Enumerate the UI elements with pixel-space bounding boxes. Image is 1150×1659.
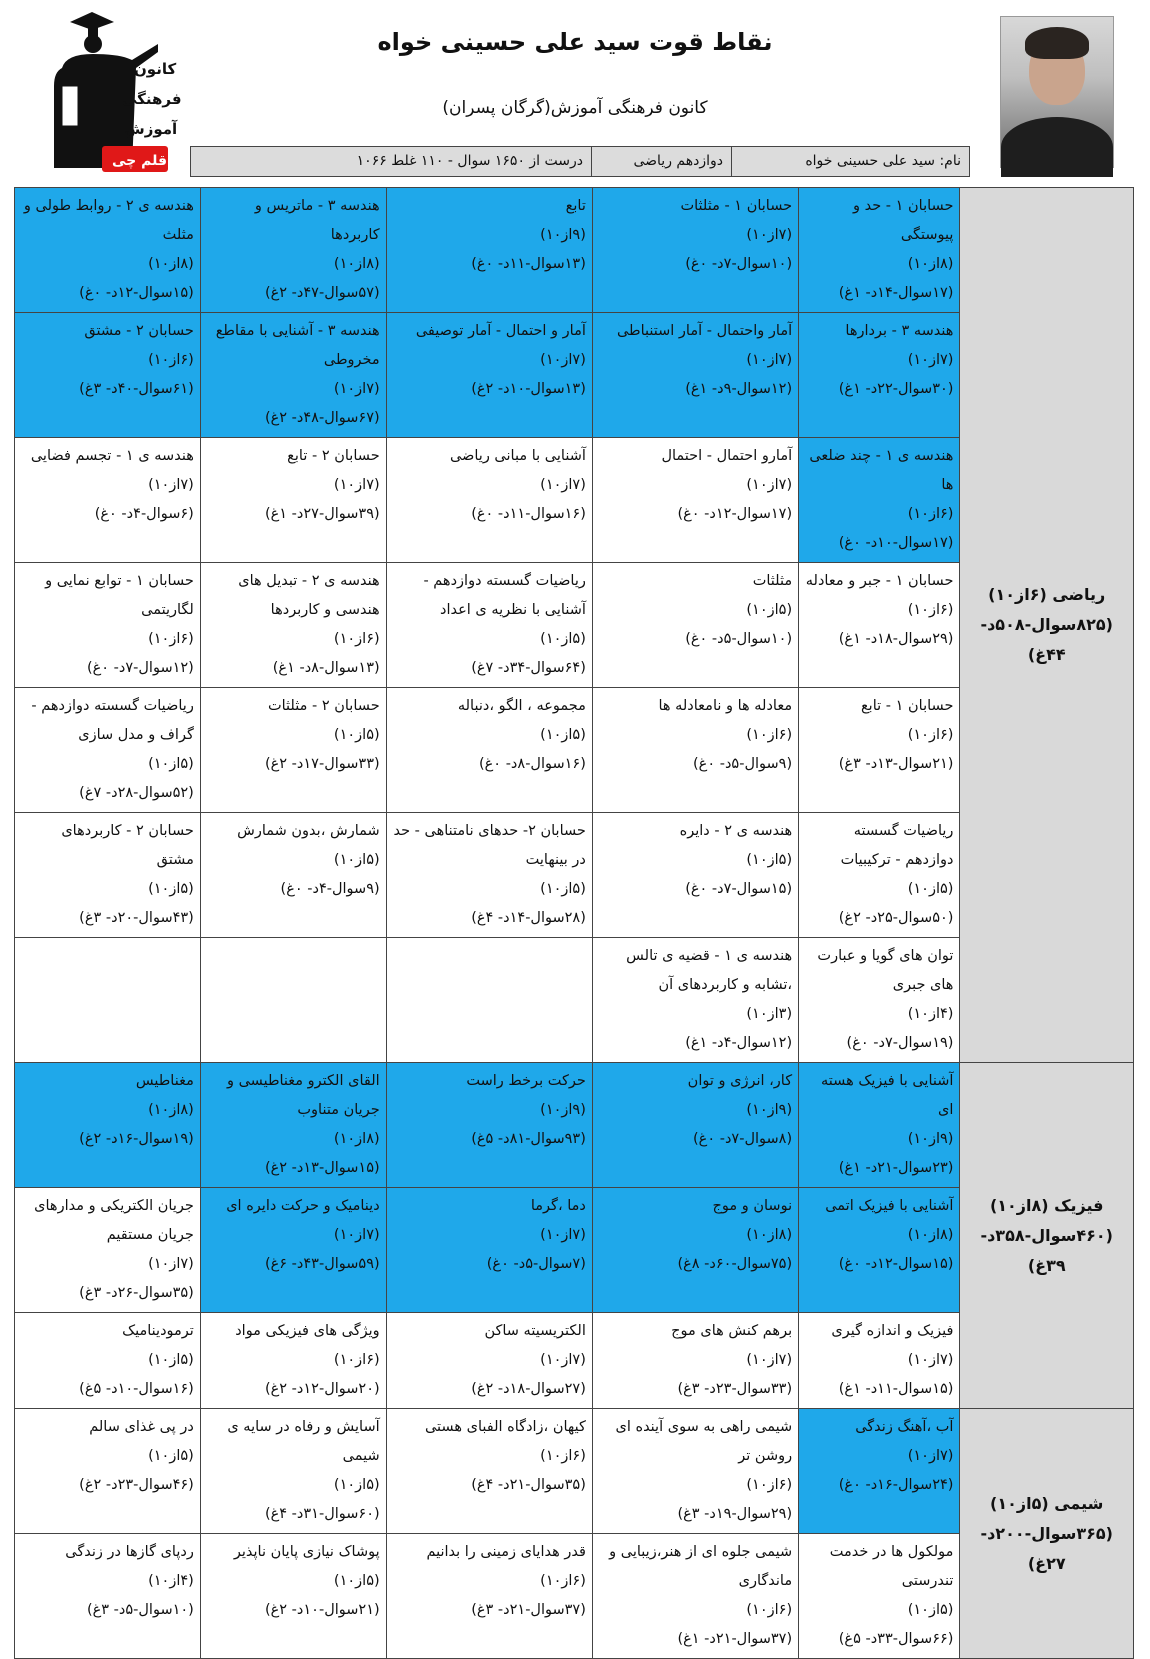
topic-stats: (۶۱سوال-۴۰د- ۳غ) [79,381,194,397]
topic-score: (۷از۱۰) [746,477,793,493]
topic-score: (۸از۱۰) [907,1227,954,1243]
topic-cell [200,563,386,688]
topic-score: (۵از۱۰) [746,852,793,868]
topic-stats: (۸سوال-۷د- ۰غ) [693,1131,793,1147]
topic-stats: (۲۸سوال-۱۴د- ۴غ) [471,910,586,926]
topic-cell [799,1063,960,1188]
topic-stats: (۱۲سوال-۷د- ۰غ) [86,660,194,676]
topic-cell [200,1409,386,1534]
topic-stats: (۲۱سوال-۱۳د- ۳غ) [838,756,954,772]
topic-cell [386,1313,592,1409]
topic-name: تابع [565,198,586,214]
topic-score: (۶از۱۰) [333,631,380,647]
topic-stats: (۳۳سوال-۲۳د- ۳غ) [677,1381,793,1397]
topic-name: دما ،گرما [530,1198,586,1214]
topic-cell [799,688,960,813]
topic-stats: (۶سوال-۴د- ۰غ) [94,506,194,522]
topic-stats: (۱۹سوال-۷د- ۰غ) [846,1035,954,1051]
topic-name: شیمی راهی به سوی آینده ای روشن تر [615,1419,793,1464]
topic-cell [200,813,386,938]
topic-name: دینامیک و حرکت دایره ای [226,1198,380,1214]
topic-score: (۴از۱۰) [907,1006,954,1022]
topic-row [15,188,1134,313]
topic-cell [15,1313,201,1409]
topic-cell [200,313,386,438]
topic-score: (۷از۱۰) [907,352,954,368]
topic-cell [386,563,592,688]
topic-score: (۵از۱۰) [540,727,586,743]
topic-cell [592,1409,798,1534]
topic-score: (۵از۱۰) [907,1602,954,1618]
topic-cell [15,688,201,813]
topic-cell [15,313,201,438]
topic-name: آسایش و رفاه در سایه ی شیمی [227,1419,380,1464]
topic-cell [799,1409,960,1534]
topic-score: (۸از۱۰) [333,256,380,272]
topic-name: هندسه ۳ - آشنایی با مقاطع مخروطی [215,323,380,368]
topic-score: (۷از۱۰) [540,477,586,493]
topic-score: (۷از۱۰) [746,352,793,368]
topic-score: (۵از۱۰) [746,602,793,618]
topic-stats: (۵۰سوال-۲۵د- ۲غ) [838,910,954,926]
svg-text:فرهنگی: فرهنگی [122,90,182,108]
report-title: نقاط قوت سید علی حسینی خواه [377,28,773,56]
topic-cell [592,938,798,1063]
topic-stats: (۲۴سوال-۱۶د- ۰غ) [838,1477,954,1493]
topic-stats: (۲۱سوال-۱۰د- ۲غ) [264,1602,380,1618]
topic-name: حسابان ۲ - کاربردهای مشتق [61,823,194,868]
topic-stats: (۱۷سوال-۱۰د- ۰غ) [838,535,954,551]
topic-cell [592,1313,798,1409]
topic-name: کار، انرژی و توان [687,1073,793,1089]
topic-cell [799,1188,960,1313]
topic-score: (۵از۱۰) [333,1573,380,1589]
topic-name: حسابان ۱ - جبر و معادله [805,573,954,589]
topic-score: (۵از۱۰) [907,881,954,897]
topic-stats: (۷۵سوال-۶۰د- ۸غ) [677,1256,793,1272]
topic-name: حسابان ۱ - مثلثات [680,198,793,214]
topic-stats: (۱۳سوال-۸د- ۱غ) [272,660,380,676]
topic-score: (۵از۱۰) [333,1477,380,1493]
topic-name: در پی غذای سالم [89,1419,194,1435]
topic-stats: (۱۶سوال-۱۰د- ۵غ) [79,1381,194,1397]
topic-stats: (۶۰سوال-۳۱د- ۴غ) [264,1506,380,1522]
topic-cell [386,313,592,438]
topic-name: حسابان ۱ - تابع [860,698,954,714]
topic-name: ترمودینامیک [122,1323,194,1339]
topic-name: مغناطیس [135,1073,194,1089]
topic-stats: (۱۳سوال-۱۱د- ۰غ) [471,256,586,272]
topic-cell [200,1063,386,1188]
topic-cell [386,813,592,938]
topic-stats: (۱۷سوال-۱۴د- ۱غ) [838,285,954,301]
topic-name: ریاضیات گسسته دوازدهم - گراف و مدل سازی [31,698,194,743]
topic-name: ریاضیات گسسته دوازدهم - آشنایی با نظریه ی اعداد [423,573,586,618]
topic-name: حسابان ۱ - توابع نمایی و لگاریتمی [45,573,194,618]
topic-name: هندسه ی ۱ - تجسم فضایی [30,448,194,464]
topic-score: (۵از۱۰) [540,881,586,897]
topic-cell [386,1409,592,1534]
topic-score: (۶از۱۰) [746,1477,793,1493]
topic-name: هندسه ۳ - ماتریس و کاربردها [254,198,380,243]
strengths-table [14,187,1134,1659]
topic-stats: (۹سوال-۵د- ۰غ) [693,756,793,772]
topic-cell [15,813,201,938]
student-grade: دوازدهم ریاضی [591,147,731,176]
topic-row [15,1409,1134,1534]
topic-stats: (۳۵سوال-۲۶د- ۳غ) [79,1285,194,1301]
topic-cell [15,1063,201,1188]
topic-stats: (۷سوال-۵د- ۰غ) [486,1256,586,1272]
svg-text:آموزش: آموزش [124,120,178,138]
topic-score: (۶از۱۰) [907,727,954,743]
topic-stats: (۵۲سوال-۲۸د- ۷غ) [79,785,194,801]
topic-name: حسابان ۲- حدهای نامتناهی - حد در بینهایت [393,823,586,868]
topic-cell [200,1188,386,1313]
topic-cell [15,1534,201,1659]
topic-cell [799,813,960,938]
topic-score: (۵از۱۰) [148,1352,194,1368]
topic-name: کیهان ،زادگاه الفبای هستی [424,1419,586,1435]
topic-score: (۹از۱۰) [540,227,586,243]
topic-name: شمارش ،بدون شمارش [237,823,380,839]
topic-cell [200,938,386,1063]
school-name: کانون فرهنگی آموزش(گرگان پسران) [442,98,708,118]
topic-stats: (۱۵سوال-۷د- ۰غ) [685,881,793,897]
topic-name: حرکت برخط راست [466,1073,586,1089]
topic-cell [15,938,201,1063]
topic-name: آمار و احتمال - آمار توصیفی [415,323,586,339]
topic-cell [386,938,592,1063]
topic-score: (۶از۱۰) [333,1352,380,1368]
topic-stats: (۳۹سوال-۲۷د- ۱غ) [264,506,380,522]
topic-name: القای الکترو مغناطیسی و جریان متناوب [226,1073,380,1118]
topic-cell [386,1188,592,1313]
topic-score: (۶از۱۰) [907,602,954,618]
topic-score: (۶از۱۰) [746,1602,793,1618]
topic-score: (۳از۱۰) [746,1006,793,1022]
topic-score: (۷از۱۰) [746,227,793,243]
topic-score: (۶از۱۰) [746,727,793,743]
topic-score: (۵از۱۰) [540,631,586,647]
topic-name: پوشاک نیازی پایان ناپذیر [233,1544,380,1560]
topic-score: (۹از۱۰) [907,1131,954,1147]
topic-stats: (۴۳سوال-۲۰د- ۳غ) [79,910,194,926]
topic-name: ردپای گازها در زندگی [65,1544,194,1560]
topic-name: حسابان ۲ - مشتق [84,323,194,339]
topic-stats: (۱۵سوال-۱۲د- ۰غ) [79,285,194,301]
topic-cell [386,188,592,313]
student-info-bar [190,146,970,177]
topic-stats: (۵۷سوال-۴۷د- ۲غ) [264,285,380,301]
topic-cell [386,688,592,813]
topic-stats: (۳۵سوال-۲۱د- ۴غ) [471,1477,586,1493]
subject-cell: شیمی (۵از۱۰) (۳۶۵سوال-۲۰۰د- ۲۷غ) [960,1409,1134,1659]
topic-stats: (۲۳سوال-۲۱د- ۱غ) [838,1160,954,1176]
topic-score: (۷از۱۰) [907,1352,954,1368]
topic-stats: (۱۲سوال-۹د- ۱غ) [685,381,793,397]
topic-score: (۷از۱۰) [540,1352,586,1368]
topic-cell [200,438,386,563]
topic-name: شیمی جلوه ای از هنر،زیبایی و ماندگاری [609,1544,793,1589]
topic-cell [15,438,201,563]
topic-cell [15,1409,201,1534]
topic-cell [200,188,386,313]
topic-name: مولکول ها در خدمت تندرستی [829,1544,954,1589]
student-photo [1000,16,1114,168]
topic-score: (۹از۱۰) [746,1102,793,1118]
topic-stats: (۱۰سوال-۷د- ۰غ) [685,256,793,272]
svg-text:کانون: کانون [134,60,177,78]
topic-cell [799,1534,960,1659]
kanoon-logo [40,8,182,176]
topic-name: هندسه ی ۲ - روابط طولی و مثلث [23,198,194,243]
topic-cell [386,1534,592,1659]
topic-score: (۷از۱۰) [333,381,380,397]
topic-score: (۸از۱۰) [148,1102,194,1118]
topic-name: مثلثات [752,573,793,589]
topic-score: (۷از۱۰) [148,477,194,493]
topic-stats: (۹سوال-۴د- ۰غ) [280,881,380,897]
topic-row [15,1063,1134,1188]
topic-score: (۷از۱۰) [148,1256,194,1272]
subject-cell: فیزیک (۸از۱۰) (۴۶۰سوال-۳۵۸د- ۳۹غ) [960,1063,1134,1409]
topic-score: (۹از۱۰) [540,1102,586,1118]
topic-cell [15,563,201,688]
topic-score: (۸از۱۰) [907,256,954,272]
topic-cell [592,188,798,313]
topic-name: معادله ها و نامعادله ها [658,698,793,714]
topic-name: فیزیک و اندازه گیری [831,1323,954,1339]
topic-stats: (۲۹سوال-۱۹د- ۳غ) [677,1506,793,1522]
topic-cell [592,563,798,688]
topic-name: توان های گویا و عبارت های جبری [817,948,954,993]
topic-cell [386,438,592,563]
topic-cell [15,1188,201,1313]
topic-score: (۵از۱۰) [148,881,194,897]
topic-cell [386,1063,592,1188]
topic-cell [592,688,798,813]
topic-stats: (۱۹سوال-۱۶د- ۲غ) [79,1131,194,1147]
topic-stats: (۳۷سوال-۲۱د- ۱غ) [677,1631,793,1647]
topic-cell [592,1188,798,1313]
topic-score: (۷از۱۰) [540,352,586,368]
topic-cell [799,313,960,438]
topic-stats: (۶۷سوال-۴۸د- ۲غ) [264,410,380,426]
svg-text:قلم چی: قلم چی [112,153,167,169]
topic-stats: (۱۶سوال-۱۱د- ۰غ) [471,506,586,522]
topic-cell [592,1063,798,1188]
topic-stats: (۲۷سوال-۱۸د- ۲غ) [471,1381,586,1397]
topic-cell [200,688,386,813]
topic-stats: (۱۲سوال-۴د- ۱غ) [685,1035,793,1051]
topic-cell [200,1534,386,1659]
topic-name: هندسه ی ۲ - تبدیل های هندسی و کاربردها [238,573,380,618]
topic-score: (۵از۱۰) [148,756,194,772]
student-name: نام: سید علی حسینی خواه [731,147,969,176]
topic-score: (۶از۱۰) [907,506,954,522]
topic-name: آشنایی با فیزیک اتمی [825,1198,954,1214]
topic-stats: (۱۳سوال-۱۰د- ۲غ) [471,381,586,397]
topic-name: حسابان ۱ - حد و پیوستگی [852,198,954,243]
topic-stats: (۱۰سوال-۵د- ۳غ) [86,1602,194,1618]
topic-name: آمار واحتمال - آمار استنباطی [616,323,793,339]
topic-name: آشنایی با مبانی ریاضی [449,448,586,464]
topic-score: (۶از۱۰) [540,1573,586,1589]
topic-score: (۷از۱۰) [333,477,380,493]
topic-score: (۶از۱۰) [148,631,194,647]
topic-score: (۸از۱۰) [746,1227,793,1243]
topic-stats: (۱۵سوال-۱۱د- ۱غ) [838,1381,954,1397]
topic-name: هندسه ۳ - بردارها [845,323,954,339]
topic-cell [799,1313,960,1409]
score-summary: ۱۰۶۶ درست از ۱۶۵۰ سوال - ۱۱۰ غلط [356,153,583,169]
topic-cell [799,563,960,688]
topic-name: حسابان ۲ - مثلثات [267,698,380,714]
topic-score: (۶از۱۰) [540,1448,586,1464]
topic-name: هندسه ی ۲ - دایره [679,823,793,839]
topic-name: آشنایی با فیزیک هسته ای [821,1073,954,1118]
topic-stats: (۶۶سوال-۳۳د- ۵غ) [838,1631,954,1647]
topic-stats: (۱۷سوال-۱۲د- ۰غ) [677,506,793,522]
topic-stats: (۲۹سوال-۱۸د- ۱غ) [838,631,954,647]
topic-name: مجموعه ، الگو ،دنباله [457,698,586,714]
topic-name: الکتریسیته ساکن [484,1323,586,1339]
topic-stats: (۳۰سوال-۲۲د- ۱غ) [838,381,954,397]
topic-score: (۸از۱۰) [148,256,194,272]
topic-score: (۸از۱۰) [333,1131,380,1147]
topic-stats: (۱۵سوال-۱۳د- ۲غ) [264,1160,380,1176]
topic-cell [592,438,798,563]
topic-cell [592,813,798,938]
topic-name: آمارو احتمال - احتمال [661,448,793,464]
topic-stats: (۲۰سوال-۱۲د- ۲غ) [264,1381,380,1397]
topic-stats: (۶۴سوال-۳۴د- ۷غ) [471,660,586,676]
topic-score: (۵از۱۰) [333,852,380,868]
topic-cell [799,188,960,313]
topic-stats: (۱۰سوال-۵د- ۰غ) [685,631,793,647]
topic-stats: (۳۷سوال-۲۱د- ۳غ) [471,1602,586,1618]
topic-name: هندسه ی ۱ - چند ضلعی ها [809,448,954,493]
topic-name: ویژگی های فیزیکی مواد [235,1323,380,1339]
topic-name: نوسان و موج [712,1198,793,1214]
topic-name: هندسه ی ۱ - قضیه ی تالس ،تشابه و کاربردهای آن [626,948,793,993]
topic-score: (۷از۱۰) [540,1227,586,1243]
topic-score: (۷از۱۰) [333,1227,380,1243]
topic-name: قدر هدایای زمینی را بدانیم [426,1544,586,1560]
topic-name: برهم کنش های موج [671,1323,793,1339]
topic-name: جریان الکتریکی و مدارهای جریان مستقیم [34,1198,194,1243]
topic-score: (۵از۱۰) [148,1448,194,1464]
topic-score: (۷از۱۰) [746,1352,793,1368]
topic-stats: (۹۳سوال-۸۱د- ۵غ) [471,1131,586,1147]
topic-stats: (۱۶سوال-۸د- ۰غ) [478,756,586,772]
topic-stats: (۴۶سوال-۲۳د- ۲غ) [79,1477,194,1493]
report-header [0,0,1150,185]
topic-cell [799,938,960,1063]
topic-stats: (۳۳سوال-۱۷د- ۲غ) [264,756,380,772]
topic-name: حسابان ۲ - تابع [287,448,380,464]
topic-name: ریاضیات گسسته دوازدهم - ترکیبیات [840,823,954,868]
topic-score: (۴از۱۰) [148,1573,194,1589]
topic-name: آب ،آهنگ زندگی [855,1419,954,1435]
topic-cell [592,313,798,438]
topic-cell [200,1313,386,1409]
topic-score: (۷از۱۰) [907,1448,954,1464]
topic-cell [15,188,201,313]
topic-stats: (۵۹سوال-۴۳د- ۶غ) [264,1256,380,1272]
topic-cell [592,1534,798,1659]
topic-score: (۵از۱۰) [333,727,380,743]
subject-cell: ریاضی (۶از۱۰) (۸۲۵سوال-۵۰۸د- ۴۴غ) [960,188,1134,1063]
topic-score: (۶از۱۰) [148,352,194,368]
topic-cell [799,438,960,563]
topic-stats: (۱۵سوال-۱۲د- ۰غ) [838,1256,954,1272]
